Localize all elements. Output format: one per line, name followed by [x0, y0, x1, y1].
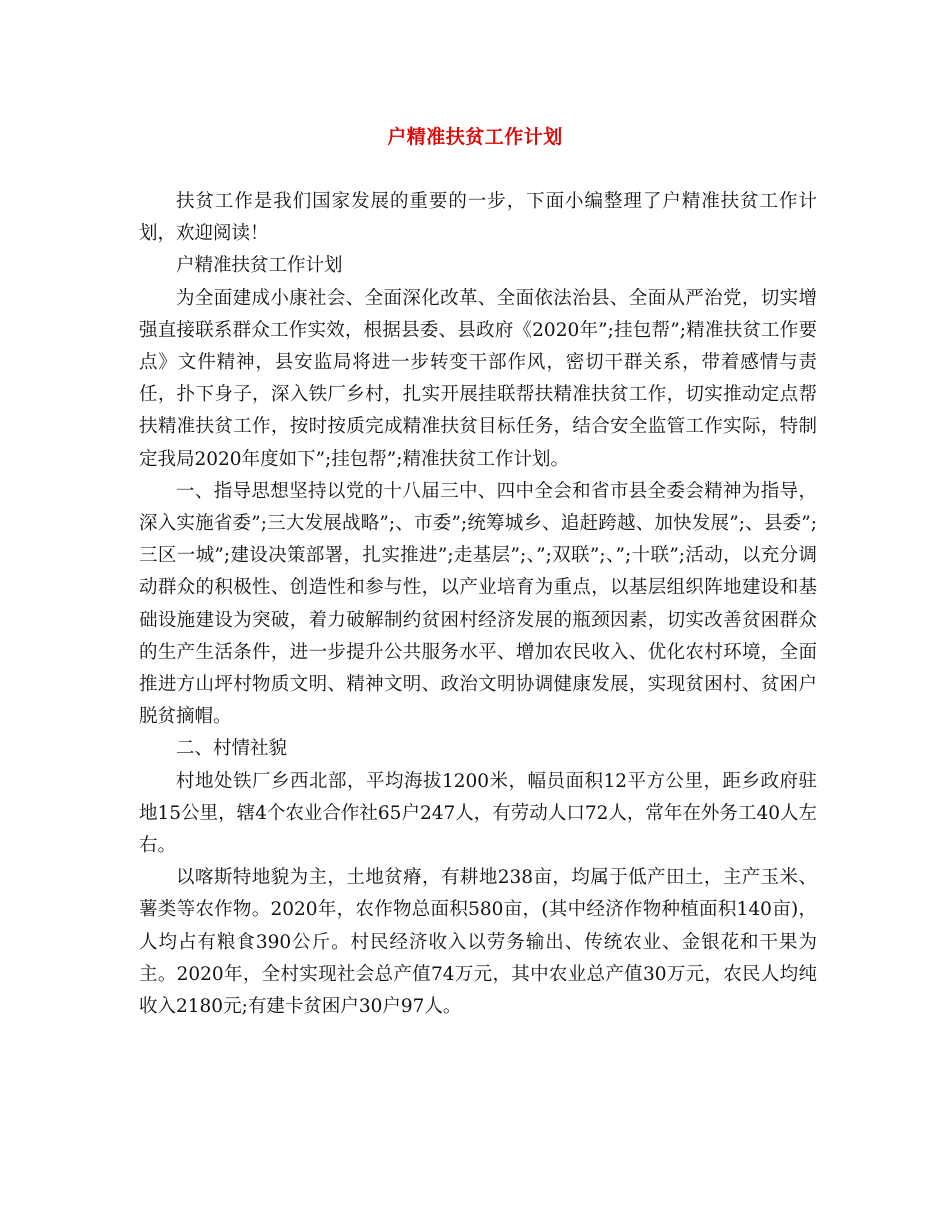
paragraph-village-overview: 村地处铁厂乡西北部，平均海拔1200米，幅员面积12平方公里，距乡政府驻地15公里，辖4个农业合作社65户247人，有劳动人口72人，常年在外务工40人左右。 — [139, 770, 817, 857]
paragraph-subtitle: 户精准扶贫工作计划 — [176, 255, 343, 277]
paragraph-guiding-ideology: 一、指导思想坚持以党的十八届三中、四中全会和省市县全委会精神为指导，深入实施省委”;三大发展战略”;、市委”;统筹城乡、追赶跨越、加快发展”;、县委”;三区一城”;建设决策部署，扎实推进”;走基层”;、”;双联”;、”;十联”;活动，以充分调动群众的积极性、创造性和参与性，以产业培育为重点，以基层组织阵地建设和基础设施建设为突破，着力破解制约贫困村经济发展的瓶颈因素，切实改善贫困群众的生产生活条件，进一步提升公共服务水平、增加农民收入、优化农村环境，全面推进方山坪村物质文明、精神文明、政治文明协调健康发展，实现贫困村、贫困户脱贫摘帽。 — [139, 480, 817, 728]
document-body — [139, 186, 817, 1023]
paragraph-section-heading: 二、村情社貌 — [176, 738, 288, 760]
paragraph-village-economy: 以喀斯特地貌为主，土地贫瘠，有耕地238亩，均属于低产田土，主产玉米、薯类等农作物。2020年，农作物总面积580亩，(其中经济作物种植面积140亩)，人均占有粮食390公斤。村民经济收入以劳务输出、传统农业、金银花和干果为主。2020年，全村实现社会总产值74万元，其中农业总产值30万元，农民人均纯收入2180元;有建卡贫困户30户97人。 — [139, 867, 817, 1018]
paragraph-purpose: 为全面建成小康社会、全面深化改革、全面依法治县、全面从严治党，切实增强直接联系群众工作实效，根据县委、县政府《2020年”;挂包帮”;精准扶贫工作要点》文件精神，县安监局将进一步转变干部作风，密切干群关系，带着感情与责任，扑下身子，深入铁厂乡村，扎实开展挂联帮扶精准扶贫工作，切实推动定点帮扶精准扶贫工作，按时按质完成精准扶贫目标任务，结合安全监管工作实际，特制定我局2020年度如下”;挂包帮”;精准扶贫工作计划。 — [139, 287, 817, 470]
paragraph-intro: 扶贫工作是我们国家发展的重要的一步，下面小编整理了户精准扶贫工作计划，欢迎阅读！ — [139, 191, 817, 245]
document-title: 户精准扶贫工作计划 — [387, 126, 563, 148]
